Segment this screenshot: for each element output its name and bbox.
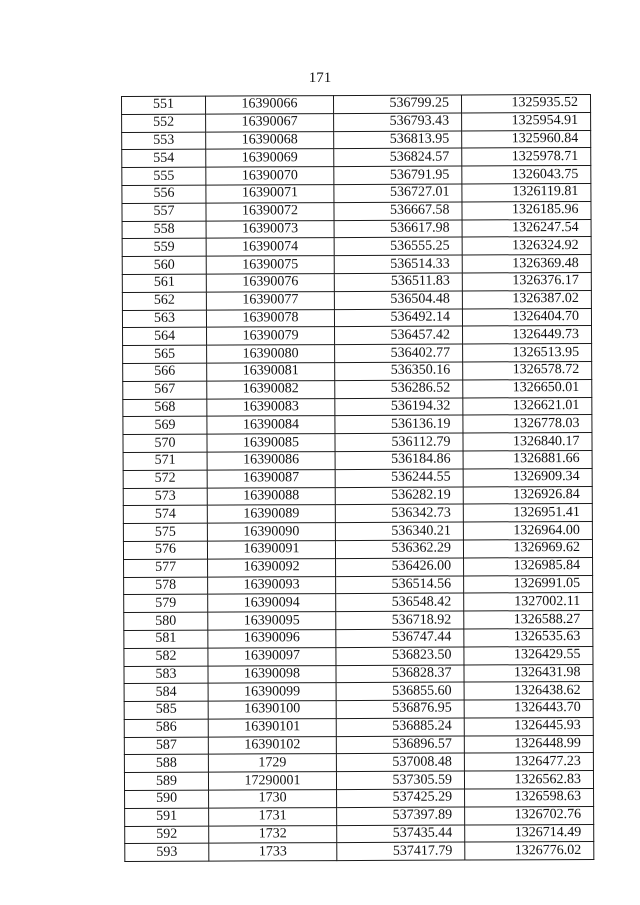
y-coordinate-cell: 1326578.72 (463, 361, 592, 379)
table-row (123, 344, 592, 364)
y-coordinate-cell: 1326926.84 (463, 486, 592, 504)
point-id-cell: 16390094 (208, 594, 336, 612)
row-number-cell: 562 (122, 292, 206, 310)
row-number-cell: 554 (122, 150, 206, 168)
table-row (123, 415, 592, 435)
x-coordinate-cell: 536282.19 (335, 487, 463, 505)
table-row (125, 824, 594, 844)
row-number-cell: 578 (124, 577, 208, 595)
row-number-cell: 583 (124, 666, 208, 684)
y-coordinate-cell: 1326438.62 (464, 682, 593, 700)
x-coordinate-cell: 536617.98 (334, 220, 462, 238)
point-id-cell: 16390097 (208, 647, 336, 665)
row-number-cell: 568 (123, 399, 207, 417)
point-id-cell: 16390084 (207, 416, 335, 434)
point-id-cell: 16390101 (208, 718, 336, 736)
point-id-cell: 16390085 (207, 434, 335, 452)
table-row (122, 308, 591, 328)
y-coordinate-cell: 1326985.84 (464, 557, 593, 575)
row-number-cell: 588 (124, 755, 208, 773)
table-row (124, 593, 593, 613)
row-number-cell: 591 (125, 808, 209, 826)
point-id-cell: 16390087 (207, 469, 335, 487)
row-number-cell: 579 (124, 594, 208, 612)
point-id-cell: 16390068 (206, 131, 334, 149)
point-id-cell: 16390079 (207, 327, 335, 345)
row-number-cell: 574 (123, 505, 207, 523)
table-row (122, 219, 591, 239)
x-coordinate-cell: 536885.24 (336, 718, 464, 736)
y-coordinate-cell: 1326598.63 (465, 789, 594, 807)
point-id-cell: 16390092 (208, 558, 336, 576)
x-coordinate-cell: 537425.29 (337, 789, 465, 807)
table-row (122, 183, 591, 203)
point-id-cell: 16390083 (207, 398, 335, 416)
table-row (123, 433, 592, 453)
point-id-cell: 17290001 (208, 772, 336, 790)
y-coordinate-cell: 1326477.23 (464, 753, 593, 771)
point-id-cell: 16390090 (207, 523, 335, 541)
x-coordinate-cell: 536855.60 (336, 682, 464, 700)
point-id-cell: 16390102 (208, 736, 336, 754)
x-coordinate-cell: 536799.25 (334, 95, 462, 113)
y-coordinate-cell: 1326881.66 (463, 450, 592, 468)
x-coordinate-cell: 536492.14 (334, 309, 462, 327)
row-number-cell: 556 (122, 185, 206, 203)
point-id-cell: 16390074 (206, 238, 334, 256)
x-coordinate-cell: 536876.95 (336, 700, 464, 718)
x-coordinate-cell: 537417.79 (337, 842, 465, 860)
table-row (122, 148, 591, 168)
table-row (124, 682, 593, 702)
point-id-cell: 16390093 (208, 576, 336, 594)
x-coordinate-cell: 536793.43 (334, 113, 462, 131)
y-coordinate-cell: 1326840.17 (463, 433, 592, 451)
y-coordinate-cell: 1326443.70 (464, 700, 593, 718)
row-number-cell: 565 (123, 345, 207, 363)
point-id-cell: 16390077 (206, 291, 334, 309)
row-number-cell: 584 (124, 683, 208, 701)
table-row (122, 94, 591, 114)
point-id-cell: 16390100 (208, 701, 336, 719)
x-coordinate-cell: 536813.95 (334, 131, 462, 149)
x-coordinate-cell: 537305.59 (336, 771, 464, 789)
y-coordinate-cell: 1326185.96 (462, 201, 591, 219)
row-number-cell: 592 (125, 826, 209, 844)
table-row (123, 504, 592, 524)
point-id-cell: 16390091 (207, 540, 335, 558)
table-row (124, 735, 593, 755)
x-coordinate-cell: 536402.77 (335, 344, 463, 362)
x-coordinate-cell: 536791.95 (334, 166, 462, 184)
row-number-cell: 573 (123, 488, 207, 506)
point-id-cell: 16390095 (208, 612, 336, 630)
x-coordinate-cell: 536747.44 (336, 629, 464, 647)
x-coordinate-cell: 536350.16 (335, 362, 463, 380)
row-number-cell: 553 (122, 132, 206, 150)
y-coordinate-cell: 1325935.52 (461, 94, 590, 112)
y-coordinate-cell: 1327002.11 (464, 593, 593, 611)
x-coordinate-cell: 536184.86 (335, 451, 463, 469)
row-number-cell: 561 (122, 274, 206, 292)
point-id-cell: 16390069 (206, 149, 334, 167)
y-coordinate-cell: 1326513.95 (463, 344, 592, 362)
table-row (123, 539, 592, 559)
y-coordinate-cell: 1326247.54 (462, 219, 591, 237)
y-coordinate-cell: 1326562.83 (464, 771, 593, 789)
x-coordinate-cell: 536514.56 (336, 576, 464, 594)
table-row (122, 237, 591, 257)
x-coordinate-cell: 536426.00 (336, 558, 464, 576)
x-coordinate-cell: 536286.52 (335, 380, 463, 398)
row-number-cell: 587 (124, 737, 208, 755)
x-coordinate-cell: 536667.58 (334, 202, 462, 220)
y-coordinate-cell: 1326376.17 (462, 272, 591, 290)
row-number-cell: 560 (122, 256, 206, 274)
y-coordinate-cell: 1326431.98 (464, 664, 593, 682)
x-coordinate-cell: 536896.57 (336, 736, 464, 754)
point-id-cell: 16390086 (207, 452, 335, 470)
y-coordinate-cell: 1325978.71 (462, 148, 591, 166)
row-number-cell: 572 (123, 470, 207, 488)
x-coordinate-cell: 536718.92 (336, 611, 464, 629)
y-coordinate-cell: 1326429.55 (464, 646, 593, 664)
x-coordinate-cell: 536112.79 (335, 433, 463, 451)
table-row (124, 717, 593, 737)
row-number-cell: 582 (124, 648, 208, 666)
row-number-cell: 567 (123, 381, 207, 399)
y-coordinate-cell: 1326387.02 (462, 290, 591, 308)
x-coordinate-cell: 536340.21 (335, 522, 463, 540)
row-number-cell: 577 (124, 559, 208, 577)
x-coordinate-cell: 536362.29 (335, 540, 463, 558)
y-coordinate-cell: 1326702.76 (465, 806, 594, 824)
row-number-cell: 585 (124, 701, 208, 719)
y-coordinate-cell: 1326369.48 (462, 255, 591, 273)
row-number-cell: 551 (122, 96, 206, 114)
table-row (123, 468, 592, 488)
row-number-cell: 580 (124, 612, 208, 630)
table-row (122, 112, 591, 132)
y-coordinate-cell: 1326043.75 (462, 166, 591, 184)
table-row (125, 842, 594, 862)
row-number-cell: 593 (125, 844, 209, 862)
table-row (124, 700, 593, 720)
y-coordinate-cell: 1325954.91 (462, 112, 591, 130)
x-coordinate-cell: 537435.44 (337, 825, 465, 843)
point-id-cell: 1733 (209, 843, 337, 861)
x-coordinate-cell: 536514.33 (334, 255, 462, 273)
x-coordinate-cell: 536342.73 (335, 504, 463, 522)
row-number-cell: 555 (122, 167, 206, 185)
table-row (125, 806, 594, 826)
table-row (125, 789, 594, 809)
table-row (123, 361, 592, 381)
point-id-cell: 16390072 (206, 202, 334, 220)
point-id-cell: 16390081 (207, 363, 335, 381)
table-row (124, 753, 593, 773)
point-id-cell: 16390098 (208, 665, 336, 683)
table-row (124, 664, 593, 684)
y-coordinate-cell: 1326621.01 (463, 397, 592, 415)
row-number-cell: 581 (124, 630, 208, 648)
point-id-cell: 16390070 (206, 167, 334, 185)
row-number-cell: 575 (123, 523, 207, 541)
row-number-cell: 552 (122, 114, 206, 132)
table-row (122, 255, 591, 275)
x-coordinate-cell: 536244.55 (335, 469, 463, 487)
x-coordinate-cell: 536194.32 (335, 398, 463, 416)
point-id-cell: 16390073 (206, 220, 334, 238)
point-id-cell: 16390080 (207, 345, 335, 363)
row-number-cell: 557 (122, 203, 206, 221)
y-coordinate-cell: 1326909.34 (463, 468, 592, 486)
row-number-cell: 586 (124, 719, 208, 737)
point-id-cell: 16390096 (208, 629, 336, 647)
table-row (123, 486, 592, 506)
y-coordinate-cell: 1326650.01 (463, 379, 592, 397)
point-id-cell: 16390066 (206, 96, 334, 114)
row-number-cell: 566 (123, 363, 207, 381)
point-id-cell: 1732 (209, 825, 337, 843)
y-coordinate-cell: 1326445.93 (464, 717, 593, 735)
x-coordinate-cell: 537008.48 (336, 753, 464, 771)
x-coordinate-cell: 536504.48 (334, 291, 462, 309)
x-coordinate-cell: 536548.42 (336, 593, 464, 611)
y-coordinate-cell: 1325960.84 (462, 130, 591, 148)
row-number-cell: 558 (122, 221, 206, 239)
point-id-cell: 1729 (208, 754, 336, 772)
table-row (122, 130, 591, 150)
y-coordinate-cell: 1326448.99 (464, 735, 593, 753)
x-coordinate-cell: 536727.01 (334, 184, 462, 202)
row-number-cell: 571 (123, 452, 207, 470)
y-coordinate-cell: 1326535.63 (464, 628, 593, 646)
y-coordinate-cell: 1326449.73 (463, 326, 592, 344)
table-row (122, 272, 591, 292)
y-coordinate-cell: 1326969.62 (463, 539, 592, 557)
point-id-cell: 1731 (209, 807, 337, 825)
page-number: 171 (308, 70, 332, 86)
y-coordinate-cell: 1326324.92 (462, 237, 591, 255)
point-id-cell: 16390071 (206, 185, 334, 203)
row-number-cell: 569 (123, 416, 207, 434)
table-row (124, 646, 593, 666)
row-number-cell: 590 (125, 790, 209, 808)
x-coordinate-cell: 537397.89 (337, 807, 465, 825)
x-coordinate-cell: 536555.25 (334, 237, 462, 255)
point-id-cell: 16390076 (206, 274, 334, 292)
table-row (122, 166, 591, 186)
row-number-cell: 563 (122, 310, 206, 328)
table-row (123, 450, 592, 470)
point-id-cell: 16390078 (206, 309, 334, 327)
table-row (124, 611, 593, 631)
x-coordinate-cell: 536457.42 (335, 326, 463, 344)
row-number-cell: 589 (124, 772, 208, 790)
table-row (123, 326, 592, 346)
row-number-cell: 559 (122, 239, 206, 257)
row-number-cell: 576 (123, 541, 207, 559)
point-id-cell: 16390099 (208, 683, 336, 701)
coordinates-table (121, 94, 594, 862)
x-coordinate-cell: 536136.19 (335, 415, 463, 433)
y-coordinate-cell: 1326778.03 (463, 415, 592, 433)
y-coordinate-cell: 1326404.70 (462, 308, 591, 326)
x-coordinate-cell: 536824.57 (334, 148, 462, 166)
table-row (124, 628, 593, 648)
x-coordinate-cell: 536823.50 (336, 647, 464, 665)
y-coordinate-cell: 1326951.41 (463, 504, 592, 522)
table-row (123, 379, 592, 399)
point-id-cell: 16390088 (207, 487, 335, 505)
table-row (122, 290, 591, 310)
table-body (122, 94, 594, 861)
point-id-cell: 16390082 (207, 380, 335, 398)
table-row (123, 522, 592, 542)
y-coordinate-cell: 1326714.49 (465, 824, 594, 842)
table-row (123, 397, 592, 417)
y-coordinate-cell: 1326991.05 (464, 575, 593, 593)
y-coordinate-cell: 1326588.27 (464, 611, 593, 629)
y-coordinate-cell: 1326776.02 (465, 842, 594, 860)
table-row (124, 575, 593, 595)
table-row (124, 771, 593, 791)
y-coordinate-cell: 1326964.00 (463, 522, 592, 540)
x-coordinate-cell: 536511.83 (334, 273, 462, 291)
x-coordinate-cell: 536828.37 (336, 665, 464, 683)
point-id-cell: 1730 (209, 790, 337, 808)
row-number-cell: 570 (123, 434, 207, 452)
y-coordinate-cell: 1326119.81 (462, 183, 591, 201)
point-id-cell: 16390075 (206, 256, 334, 274)
point-id-cell: 16390089 (207, 505, 335, 523)
table-row (122, 201, 591, 221)
table-row (124, 557, 593, 577)
point-id-cell: 16390067 (206, 113, 334, 131)
row-number-cell: 564 (123, 327, 207, 345)
